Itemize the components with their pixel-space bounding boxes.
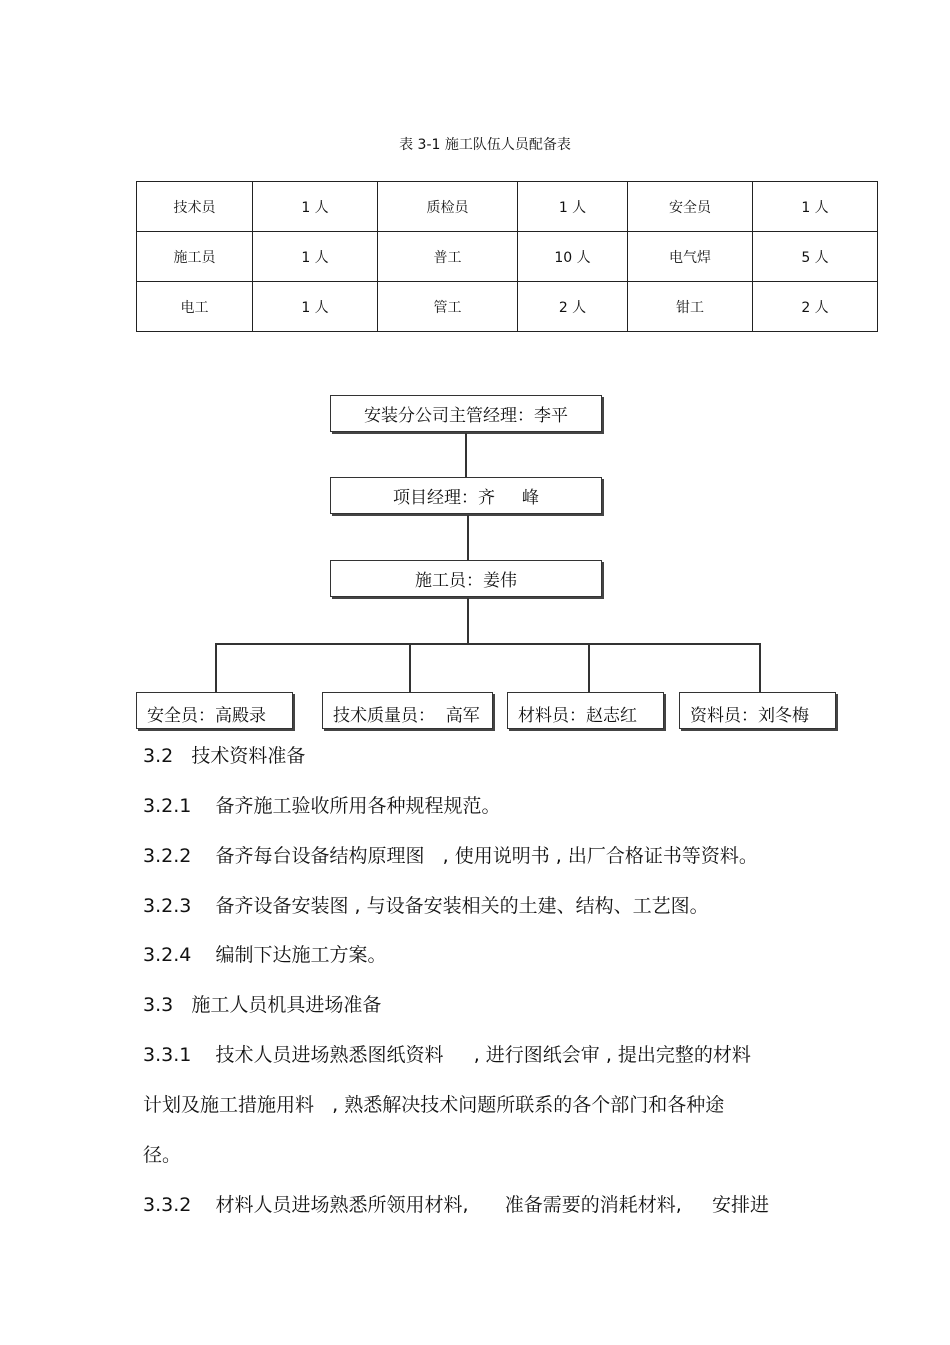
connector-line xyxy=(215,643,217,693)
connector-line xyxy=(467,598,469,644)
table-cell: 管工 xyxy=(378,282,518,332)
table-cell: 1 人 xyxy=(753,182,878,232)
paragraph: 3.2.4 编制下达施工方案。 xyxy=(143,944,387,966)
org-node-top: 安装分公司主管经理：李平 xyxy=(330,395,602,432)
paragraph: 3.3.1 技术人员进场熟悉图纸资料 , 进行图纸会审 , 提出完整的材料 xyxy=(143,1044,751,1066)
org-node-constructor: 施工员：姜伟 xyxy=(330,560,602,597)
section-heading: 3.3 施工人员机具进场准备 xyxy=(143,994,382,1016)
org-node-materials: 材料员：赵志红 xyxy=(507,692,664,729)
connector-line xyxy=(215,643,761,645)
paragraph: 3.2.3 备齐设备安装图 , 与设备安装相关的土建、结构、工艺图。 xyxy=(143,895,709,917)
connector-line xyxy=(465,433,467,477)
table-row xyxy=(137,282,878,332)
table-cell: 1 人 xyxy=(518,182,628,232)
org-node-manager: 项目经理：齐 峰 xyxy=(330,477,602,514)
table-cell: 10 人 xyxy=(518,232,628,282)
org-node-documents: 资料员：刘冬梅 xyxy=(679,692,836,729)
org-node-safety: 安全员：高殿录 xyxy=(136,692,293,729)
table-cell: 1 人 xyxy=(253,282,378,332)
table-cell: 2 人 xyxy=(753,282,878,332)
connector-line xyxy=(467,515,469,560)
paragraph: 3.3.2 材料人员进场熟悉所领用材料, 准备需要的消耗材料, 安排进 xyxy=(143,1194,770,1216)
table-caption: 表 3-1 施工队伍人员配备表 xyxy=(399,137,571,153)
table-cell: 电气焊 xyxy=(628,232,753,282)
table-cell: 技术员 xyxy=(137,182,253,232)
connector-line xyxy=(759,643,761,693)
table-cell: 电工 xyxy=(137,282,253,332)
table-cell: 2 人 xyxy=(518,282,628,332)
table-cell: 施工员 xyxy=(137,232,253,282)
paragraph: 3.2.1 备齐施工验收所用各种规程规范。 xyxy=(143,795,501,817)
connector-line xyxy=(588,643,590,693)
table-row xyxy=(137,182,878,232)
org-node-quality: 技术质量员： 高军 xyxy=(322,692,493,729)
paragraph: 计划及施工措施用料 , 熟悉解决技术问题所联系的各个部门和各种途 xyxy=(143,1094,725,1116)
table-cell: 安全员 xyxy=(628,182,753,232)
staff-table xyxy=(136,181,878,332)
paragraph: 3.2.2 备齐每台设备结构原理图 , 使用说明书 , 出厂合格证书等资料。 xyxy=(143,845,758,867)
table-cell: 钳工 xyxy=(628,282,753,332)
table-cell: 1 人 xyxy=(253,232,378,282)
table-cell: 1 人 xyxy=(253,182,378,232)
table-row xyxy=(137,232,878,282)
table-cell: 5 人 xyxy=(753,232,878,282)
paragraph: 径。 xyxy=(143,1144,182,1166)
table-cell: 质检员 xyxy=(378,182,518,232)
table-cell: 普工 xyxy=(378,232,518,282)
connector-line xyxy=(409,643,411,693)
section-heading: 3.2 技术资料准备 xyxy=(143,745,306,767)
